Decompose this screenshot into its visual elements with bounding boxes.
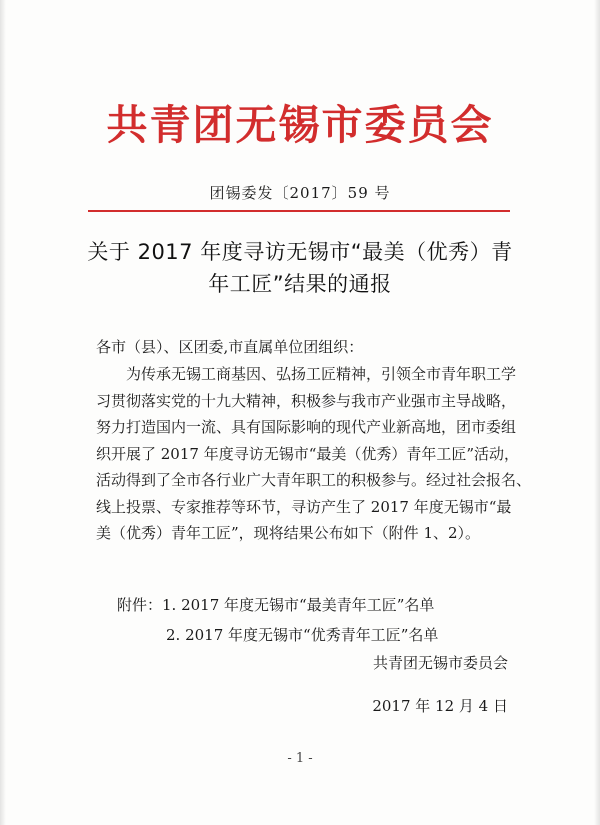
- org-header-title: 共青团无锡市委员会: [106, 101, 494, 149]
- document-title-line-1: 关于 2017 年度寻访无锡市“最美（优秀）青: [87, 240, 513, 264]
- attachment-item-2: 2. 2017 年度无锡市“优秀青年工匠”名单: [166, 626, 439, 644]
- body-line: 为传承无锡工商基因、弘扬工匠精神，引领全市青年职工学: [126, 365, 517, 383]
- document-title-line-2: 年工匠”结果的通报: [208, 272, 392, 296]
- body-line: 活动得到了全市各行业广大青年职工的积极参与。经过社会报名、: [96, 471, 532, 489]
- issue-date: 2017 年 12 月 4 日: [372, 697, 508, 715]
- document-title: [70, 236, 530, 300]
- body-line: 习贯彻落实党的十九大精神，积极参与我市产业强市主导战略，: [96, 391, 517, 410]
- signature-org: 共青团无锡市委员会: [372, 654, 508, 672]
- body-paragraph: [96, 361, 532, 547]
- body-line: 线上投票、专家推荐等环节，寻访产生了 2017 年度无锡市“最: [96, 497, 512, 516]
- document-number: 团锡委发〔2017〕59 号: [209, 184, 391, 202]
- body-line: 努力打造国内一流、具有国际影响的现代产业新高地，团市委组: [96, 418, 517, 436]
- body-line: 美（优秀）青年工匠”，现将结果公布如下（附件 1、2）。: [96, 524, 481, 542]
- attachment-item-1: 附件：1. 2017 年度无锡市“最美青年工匠”名单: [117, 596, 435, 614]
- salutation: 各市（县）、区团委,市直属单位团组织：: [96, 338, 364, 356]
- page-number: - 1 -: [287, 751, 313, 766]
- red-divider-line: [88, 210, 510, 212]
- body-line: 织开展了 2017 年度寻访无锡市“最美（优秀）青年工匠”活动，: [96, 444, 520, 463]
